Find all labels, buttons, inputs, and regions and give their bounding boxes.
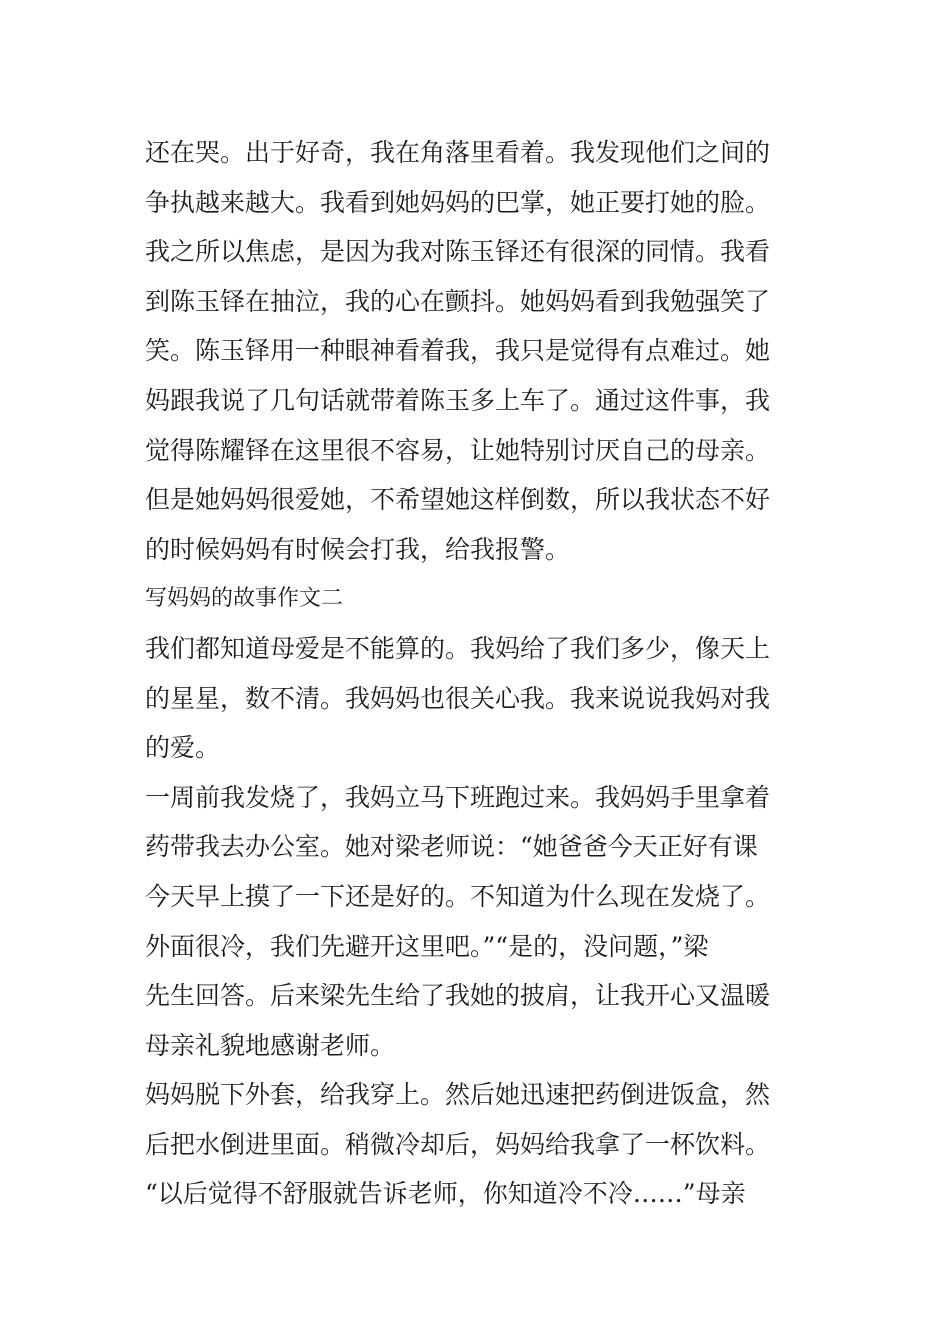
text-line: 笑。陈玉铎用一种眼神看着我，我只是觉得有点难过。她 xyxy=(145,336,771,366)
text-line: 今天早上摸了一下还是好的。不知道为什么现在发烧了。 xyxy=(145,881,771,911)
text-line: 的爱。 xyxy=(145,733,221,763)
text-line: 觉得陈耀铎在这里很不容易，让她特别讨厌自己的母亲。 xyxy=(145,435,771,465)
text-line: 一周前我发烧了，我妈立马下班跑过来。我妈妈手里拿着 xyxy=(145,782,771,812)
text-line: 后把水倒进里面。稍微冷却后，妈妈给我拿了一杯饮料。 xyxy=(145,1129,771,1159)
text-line: 妈妈脱下外套，给我穿上。然后她迅速把药倒进饭盒，然 xyxy=(145,1080,771,1110)
text-line: 先生回答。后来梁先生给了我她的披肩，让我开心又温暖 xyxy=(145,981,771,1011)
text-line: 外面很冷，我们先避开这里吧。”“是的，没问题，”梁 xyxy=(145,931,709,961)
text-line: 我之所以焦虑，是因为我对陈玉铎还有很深的同情。我看 xyxy=(145,237,771,267)
section-heading: 写妈妈的故事作文二 xyxy=(145,586,344,612)
text-line: 母亲礼貌地感谢老师。 xyxy=(145,1030,396,1060)
text-line: “以后觉得不舒服就告诉老师，你知道冷不冷……”母亲 xyxy=(145,1179,746,1209)
text-line: 到陈玉铎在抽泣，我的心在颤抖。她妈妈看到我勉强笑了 xyxy=(145,286,771,316)
text-line: 我们都知道母爱是不能算的。我妈给了我们多少，像天上 xyxy=(145,633,771,663)
text-line: 还在哭。出于好奇，我在角落里看着。我发现他们之间的 xyxy=(145,138,771,167)
text-line: 的时候妈妈有时候会打我，给我报警。 xyxy=(145,534,571,564)
text-line: 争执越来越大。我看到她妈妈的巴掌，她正要打她的脸。 xyxy=(145,187,771,217)
text-line: 药带我去办公室。她对梁老师说：“她爸爸今天正好有课 xyxy=(145,832,758,862)
text-line: 但是她妈妈很爱她，不希望她这样倒数，所以我状态不好 xyxy=(145,485,771,515)
document-body xyxy=(145,128,810,1219)
text-line: 妈跟我说了几句话就带着陈玉多上车了。通过这件事，我 xyxy=(145,385,771,415)
text-line: 的星星，数不清。我妈妈也很关心我。我来说说我妈对我 xyxy=(145,683,771,713)
